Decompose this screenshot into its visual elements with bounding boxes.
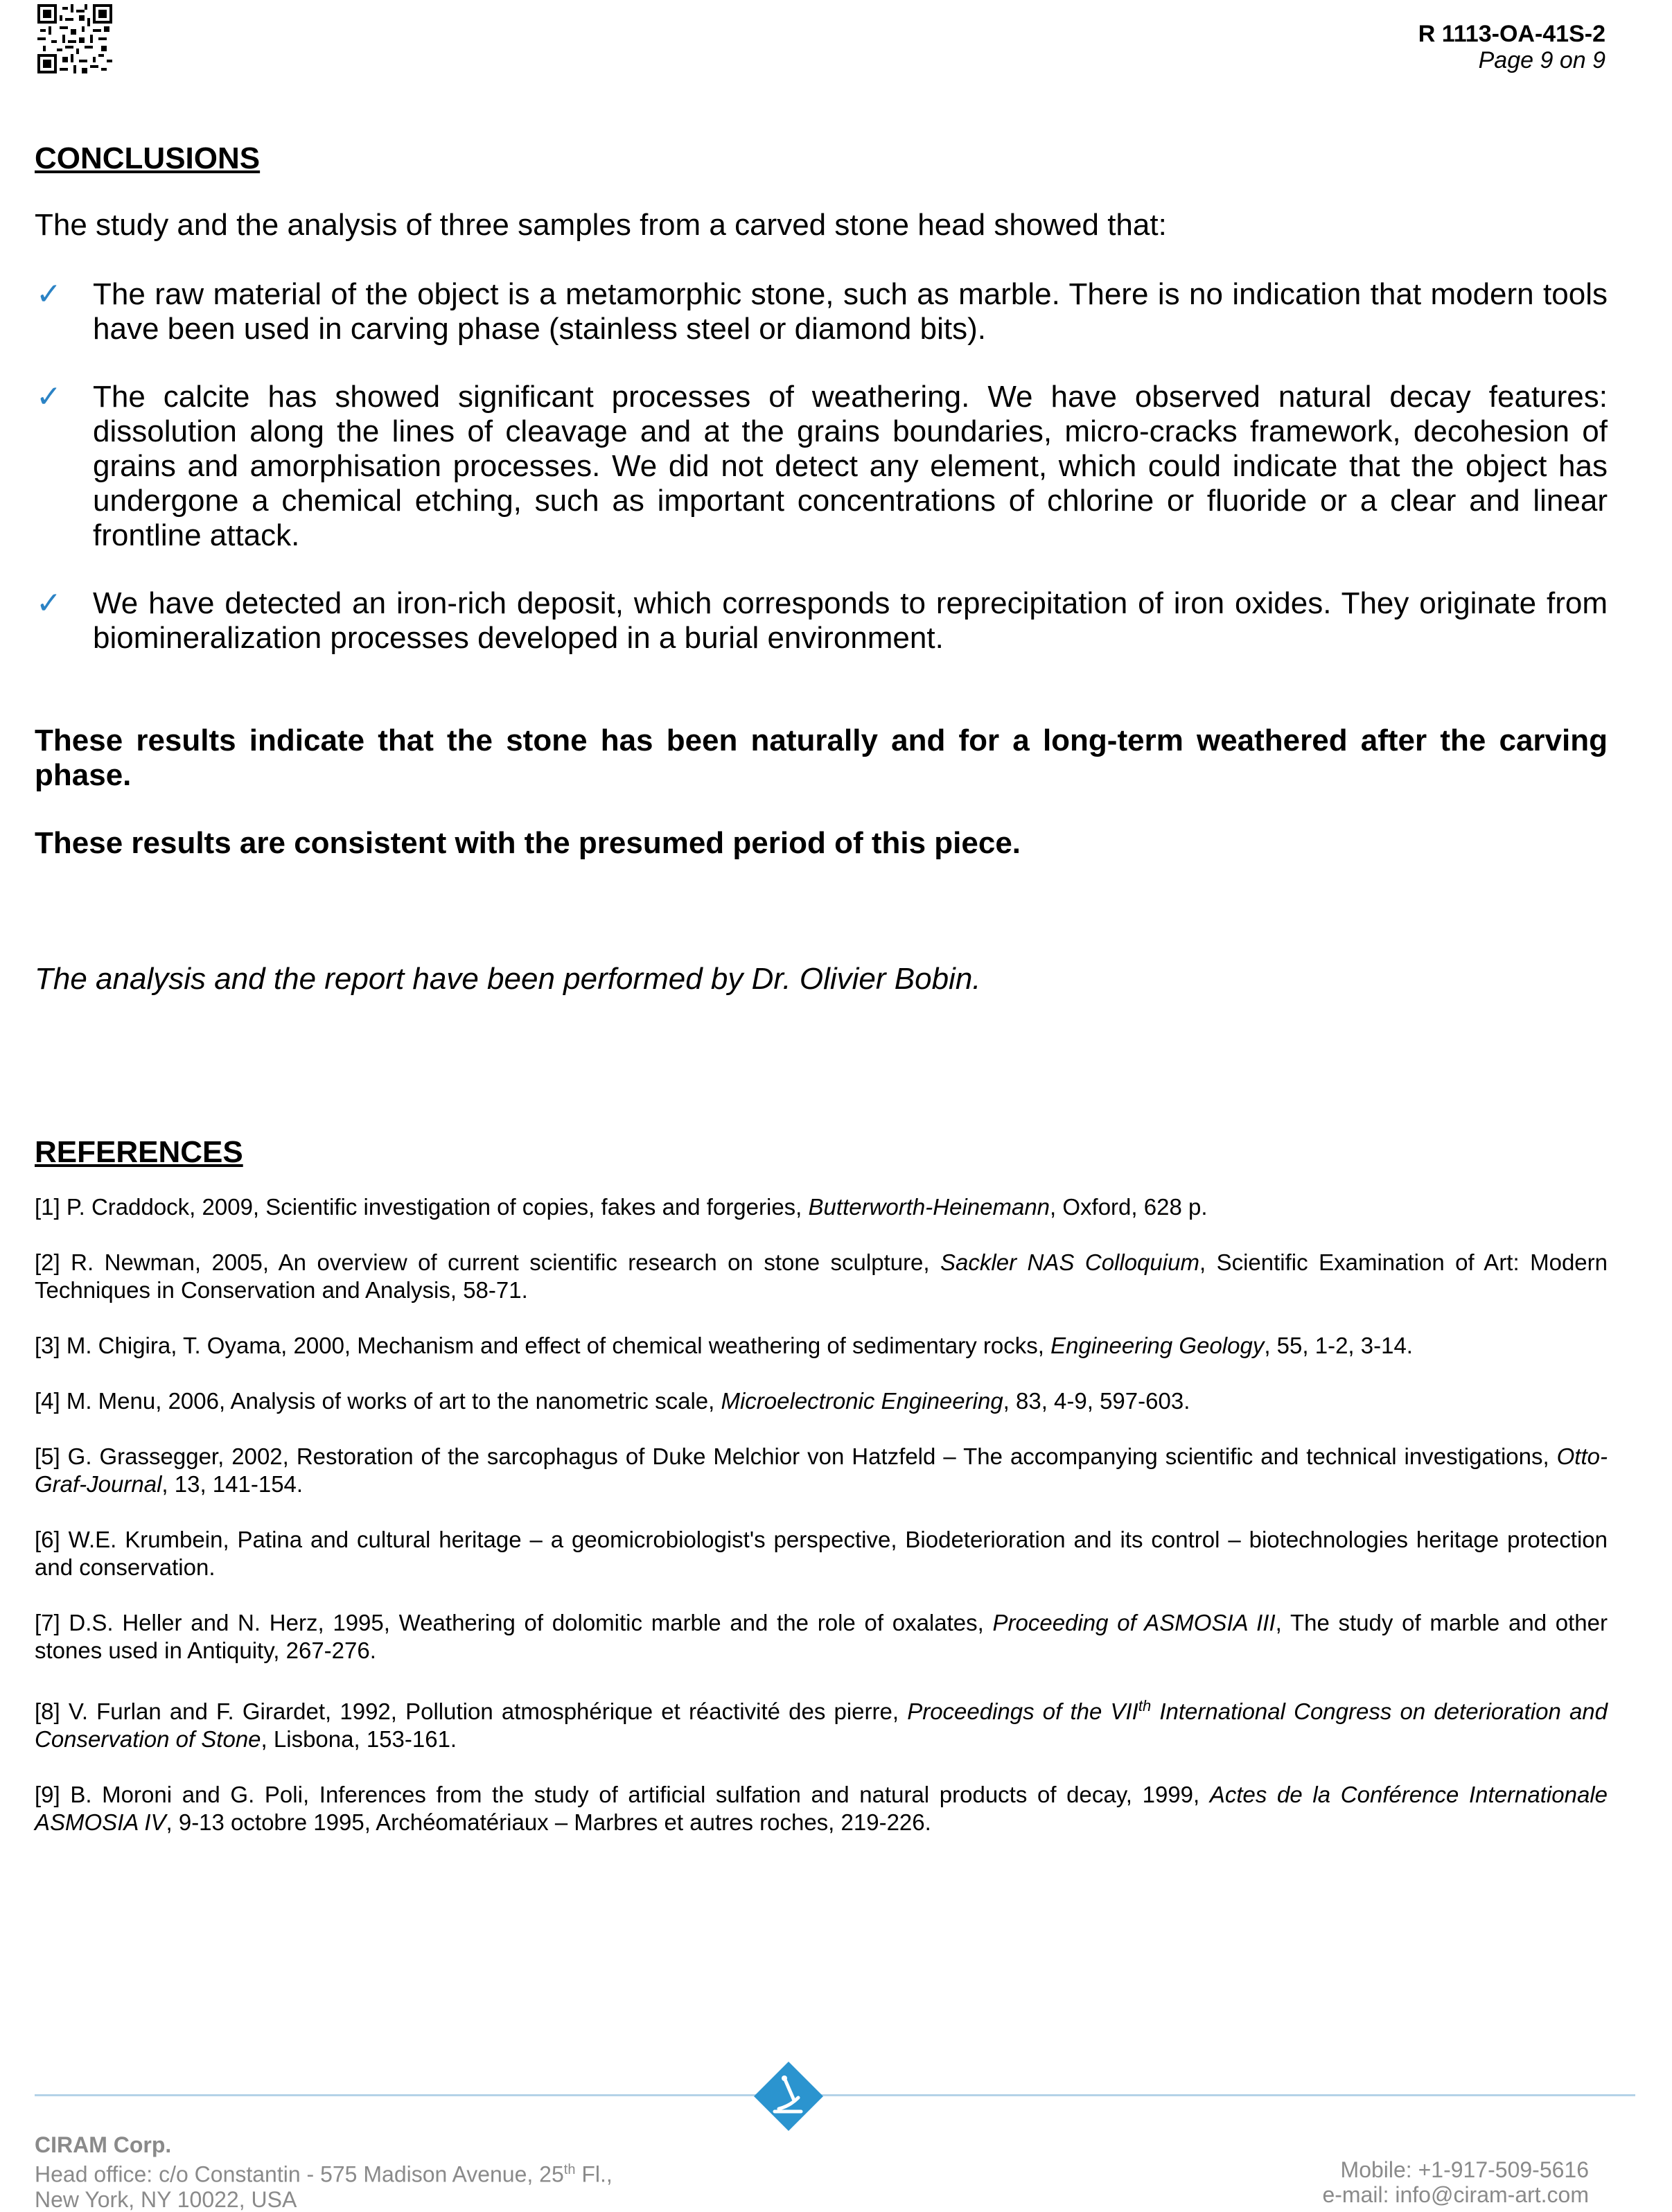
footer-company-block: [35, 2132, 613, 2212]
references-heading: REFERENCES: [35, 1135, 243, 1169]
reference-item: [8] V. Furlan and F. Girardet, 1992, Pollution atmosphérique et réactivité des pierre, Proceedings of the VIIth International Congress on deterioration and Conservation of Stone, Lisbona, 153-161.: [35, 1697, 1608, 1752]
email-address: e-mail: info@ciram-art.com: [1322, 2182, 1589, 2207]
qr-code: [37, 4, 112, 73]
main-content: [35, 139, 1608, 1864]
conclusions-heading: CONCLUSIONS: [35, 141, 261, 175]
checkmark-icon: ✓: [36, 379, 62, 414]
reference-item: [5] G. Grassegger, 2002, Restoration of the sarcophagus of Duke Melchior von Hatzfeld – The accompanying scientific and technical investigations, Otto-Graf-Journal, 13, 141-154.: [35, 1443, 1608, 1497]
author-statement: The analysis and the report have been performed by Dr. Olivier Bobin.: [35, 962, 981, 996]
reference-item: [1] P. Craddock, 2009, Scientific investigation of copies, fakes and forgeries, Butterworth-Heinemann, Oxford, 628 p.: [35, 1194, 1208, 1220]
page-number: Page 9 on 9: [1478, 47, 1605, 73]
reference-item: [9] B. Moroni and G. Poli, Inferences from the study of artificial sulfation and natural products of decay, 1999, Actes de la Conférence Internationale ASMOSIA IV, 9-13 octobre 1995, Archéomatériaux – Marbres et autres roches, 219-226.: [35, 1782, 1608, 1835]
report-id: R 1113-OA-41S-2: [1418, 21, 1605, 47]
mobile-number: Mobile: +1-917-509-5616: [1340, 2157, 1589, 2182]
address-line-2: New York, NY 10022, USA: [35, 2186, 297, 2212]
address-line-1: Head office: c/o Constantin - 575 Madison Avenue, 25th Fl.,: [35, 2161, 613, 2187]
reference-item: [4] M. Menu, 2006, Analysis of works of art to the nanometric scale, Microelectronic Engineering, 83, 4-9, 597-603.: [35, 1388, 1190, 1414]
conclusions-intro: The study and the analysis of three samples from a carved stone head showed that:: [35, 208, 1167, 242]
conclusion-bullet: ✓ We have detected an iron-rich deposit, which corresponds to reprecipitation of iron oxides. They originate from biomineralization processes developed in a burial environment.: [36, 586, 1608, 655]
footer-contact-block: [1322, 2157, 1589, 2207]
page-header: [1418, 21, 1605, 73]
reference-list: [35, 1193, 1608, 1836]
checkmark-icon: ✓: [36, 586, 62, 621]
reference-item: [2] R. Newman, 2005, An overview of current scientific research on stone sculpture, Sackler NAS Colloquium, Scientific Examination of Art: Modern Techniques in Conservation and Analysis, 58-71.: [35, 1249, 1608, 1303]
checkmark-icon: ✓: [36, 276, 62, 312]
microscope-logo-icon: [754, 2062, 823, 2131]
footer-divider: [35, 2094, 1635, 2096]
company-name: CIRAM Corp.: [35, 2132, 172, 2157]
result-statement: These results indicate that the stone has been naturally and for a long-term weathered after the carving phase.: [35, 723, 1608, 792]
conclusion-bullet: ✓ The raw material of the object is a metamorphic stone, such as marble. There is no indication that modern tools have been used in carving phase (stainless steel or diamond bits).: [36, 276, 1608, 346]
conclusion-bullet: ✓ The calcite has showed significant processes of weathering. We have observed natural decay features: dissolution along the lines of cleavage and at the grains boundaries, micro-cracks framework, decohesion of grains and amorphisation processes. We did not detect any element, which could indicate that the object has undergone a chemical etching, such as important concentrations of chlorine or fluoride or a clear and linear frontline attack.: [36, 379, 1608, 552]
reference-item: [6] W.E. Krumbein, Patina and cultural heritage – a geomicrobiologist's perspective, Biodeterioration and its control – biotechnologies heritage protection and conservation.: [35, 1527, 1608, 1580]
reference-item: [7] D.S. Heller and N. Herz, 1995, Weathering of dolomitic marble and the role of oxalates, Proceeding of ASMOSIA III, The study of marble and other stones used in Antiquity, 267-276.: [35, 1610, 1608, 1663]
consistency-statement: These results are consistent with the presumed period of this piece.: [35, 826, 1021, 860]
reference-item: [3] M. Chigira, T. Oyama, 2000, Mechanism and effect of chemical weathering of sedimentary rocks, Engineering Geology, 55, 1-2, 3-14.: [35, 1333, 1413, 1358]
